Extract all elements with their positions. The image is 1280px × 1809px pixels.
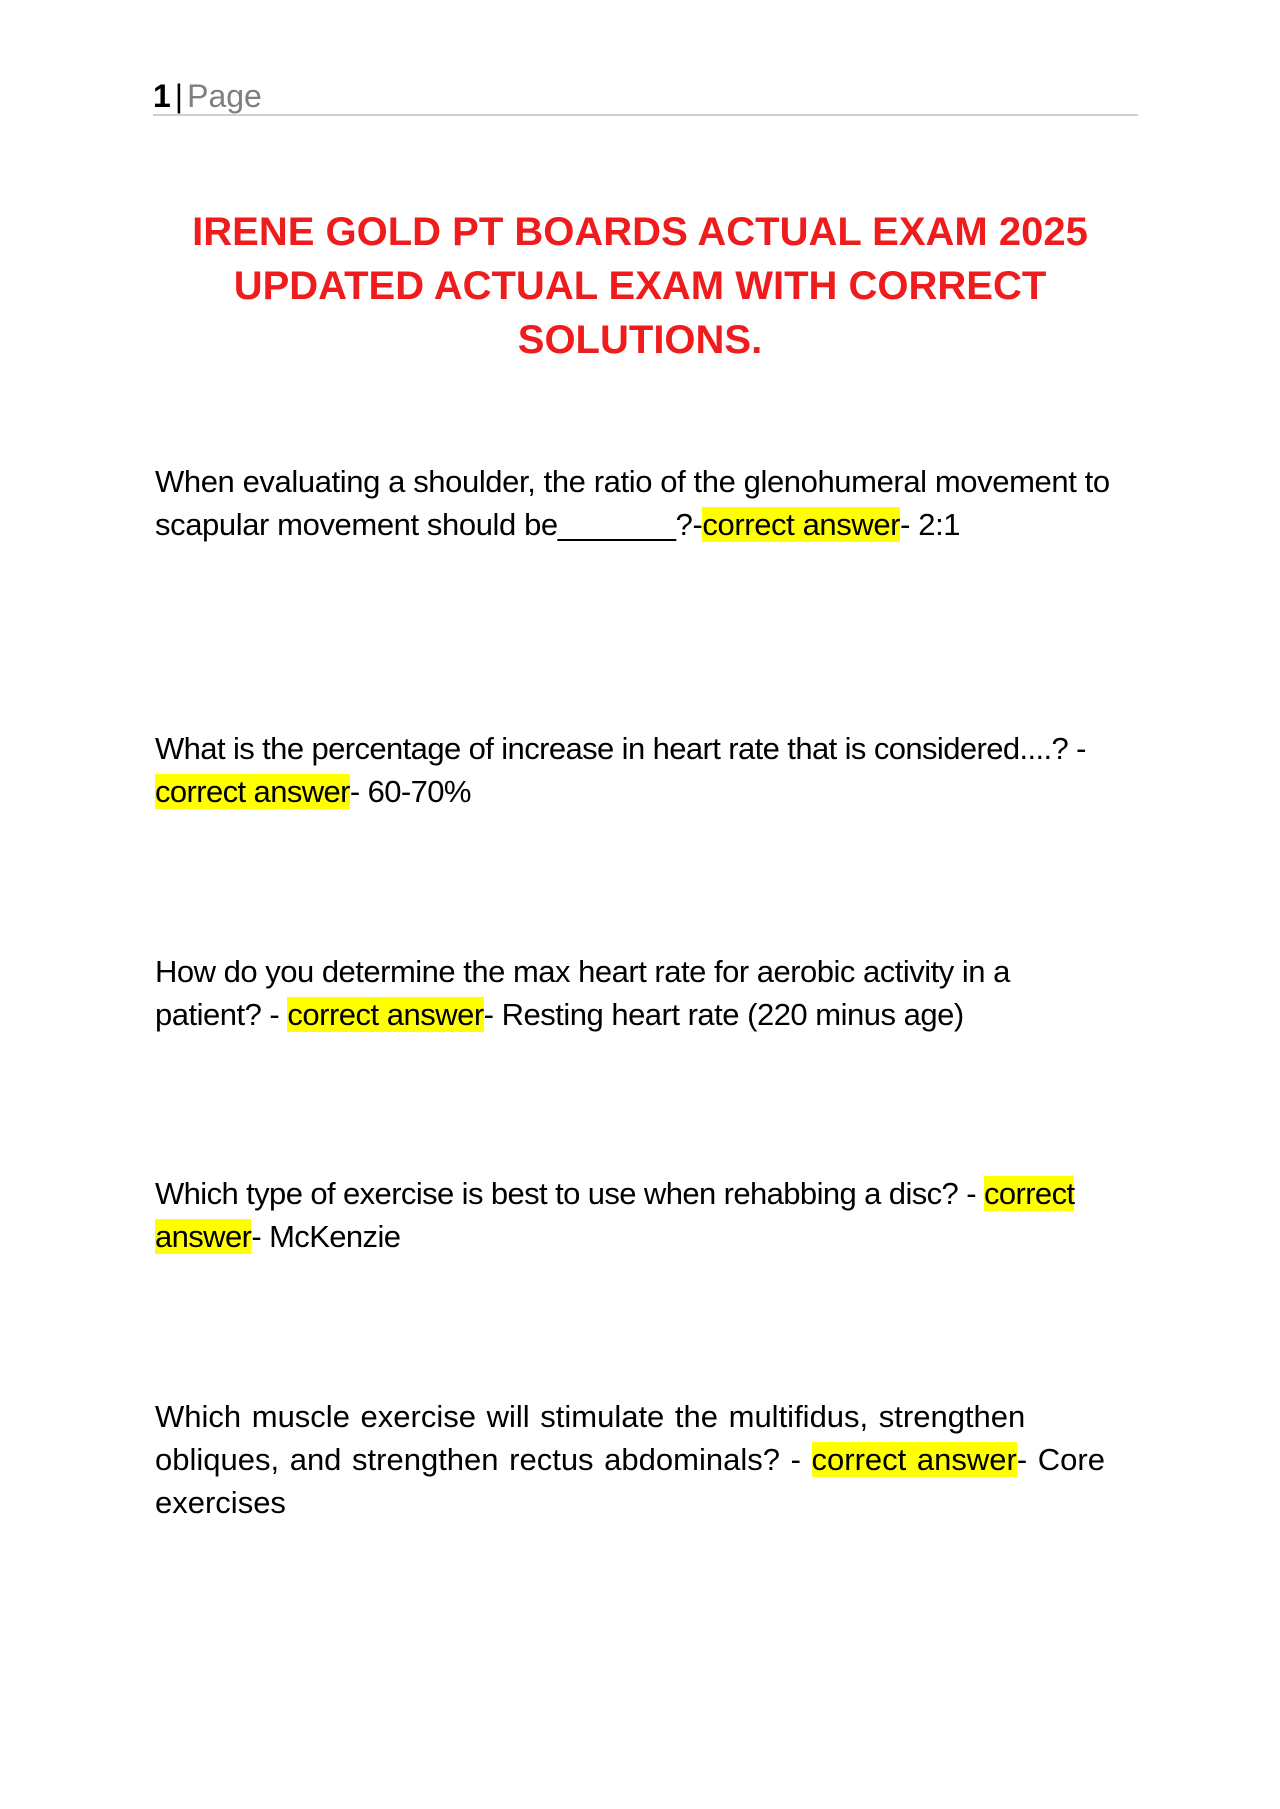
question-text: When evaluating a shoulder, the ratio of the glenohumeral movement to scapular movement should be_______?- [155, 464, 1110, 542]
question-text: Which muscle exercise will stimulate the multifidus, strengthen obliques, and strengthen rectus abdominals? - [155, 1399, 1026, 1477]
page-header [153, 78, 1138, 116]
answer-marker: correct answer [811, 1442, 1017, 1477]
question-text: What is the percentage of increase in heart rate that is considered....? - [155, 731, 1086, 766]
question-item [155, 727, 1115, 813]
answer-text: - McKenzie [251, 1219, 401, 1254]
question-item [155, 460, 1115, 546]
answer-marker: correct answer [287, 997, 484, 1032]
page-number: 1 [153, 78, 171, 114]
answer-text: - Core exercises [155, 1442, 1105, 1520]
answer-text: - 60-70% [349, 774, 471, 809]
page-separator: | [174, 78, 184, 114]
question-text: How do you determine the max heart rate for aerobic activity in a patient? - [155, 954, 1010, 1032]
document-title: IRENE GOLD PT BOARDS ACTUAL EXAM 2025 UPDATED ACTUAL EXAM WITH CORRECT SOLUTIONS. [192, 210, 1088, 362]
answer-text: - 2:1 [900, 507, 961, 542]
page-label: Page [187, 78, 262, 114]
answer-text: - Resting heart rate (220 minus age) [483, 997, 964, 1032]
question-item [155, 1395, 1115, 1524]
question-item [155, 1172, 1115, 1258]
question-text: Which type of exercise is best to use when rehabbing a disc? - [155, 1176, 984, 1211]
answer-marker: correct answer [155, 1176, 1075, 1254]
answer-marker: correct answer [155, 774, 350, 809]
question-item [155, 950, 1115, 1036]
answer-marker: correct answer [702, 507, 901, 542]
